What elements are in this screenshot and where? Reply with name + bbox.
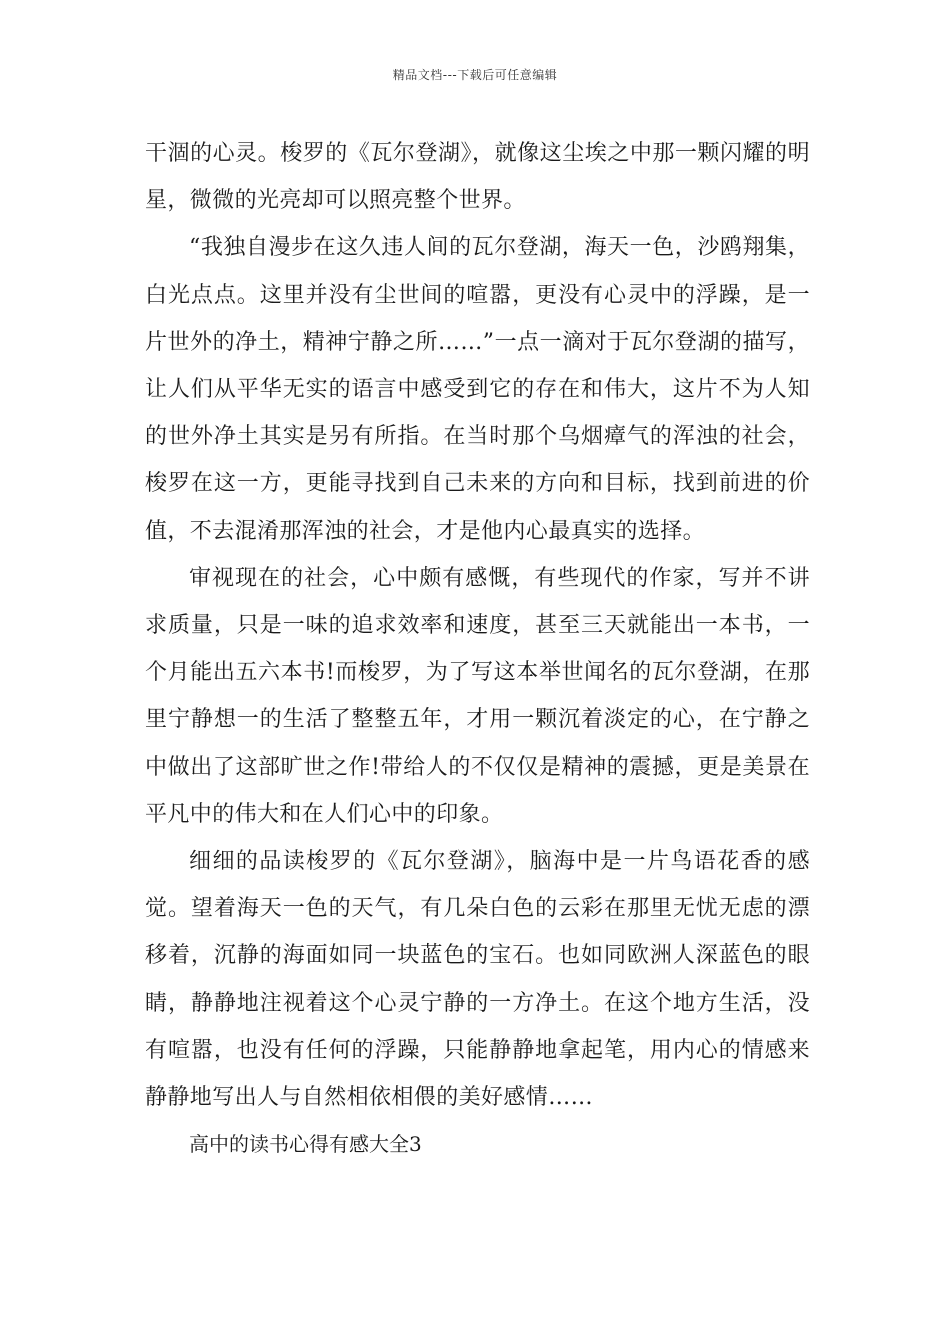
paragraph-walden-quote: “我独自漫步在这久违人间的瓦尔登湖，海天一色，沙鸥翔集，白光点点。这里并没有尘世间的喧嚣，更没有心灵中的浮躁，是一片世外的净土，精神宁静之所……”一点一滴对于瓦尔登湖的描写，让人们从平华无实的语言中感受到它的存在和伟大，这片不为人知的世外净土其实是另有所指。在当时那个乌烟瘴气的浑浊的社会，梭罗在这一方，更能寻找到自己未来的方向和目标，找到前进的价值，不去混淆那浑浊的社会，才是他内心最真实的选择。 (145, 235, 810, 544)
section-heading: 高中的读书心得有感大全3 (189, 1132, 422, 1157)
paragraph-modern-society: 审视现在的社会，心中颇有感慨，有些现代的作家，写并不讲求质量，只是一味的追求效率和速度，甚至三天就能出一本书，一个月能出五六本书!而梭罗，为了写这本举世闻名的瓦尔登湖，在那里宁静想一的生活了整整五年，才用一颗沉着淡定的心，在宁静之中做出了这部旷世之作!带给人的不仅仅是精神的震撼，更是美景在平凡中的伟大和在人们心中的印象。 (145, 565, 810, 827)
document-body (145, 130, 810, 1168)
page-header: 精品文档---下载后可任意编辑 (392, 68, 558, 82)
paragraph-continuation: 干涸的心灵。梭罗的《瓦尔登湖》，就像这尘埃之中那一颗闪耀的明星，微微的光亮却可以照亮整个世界。 (145, 141, 810, 214)
paragraph-reading-reflection: 细细的品读梭罗的《瓦尔登湖》，脑海中是一片鸟语花香的感觉。望着海天一色的天气，有几朵白色的云彩在那里无忧无虑的漂移着，沉静的海面如同一块蓝色的宝石。也如同欧洲人深蓝色的眼睛，静静地注视着这个心灵宁静的一方净土。在这个地方生活，没有喧嚣，也没有任何的浮躁，只能静静地拿起笔，用内心的情感来静静地写出人与自然相依相偎的美好感情…… (145, 849, 810, 1111)
